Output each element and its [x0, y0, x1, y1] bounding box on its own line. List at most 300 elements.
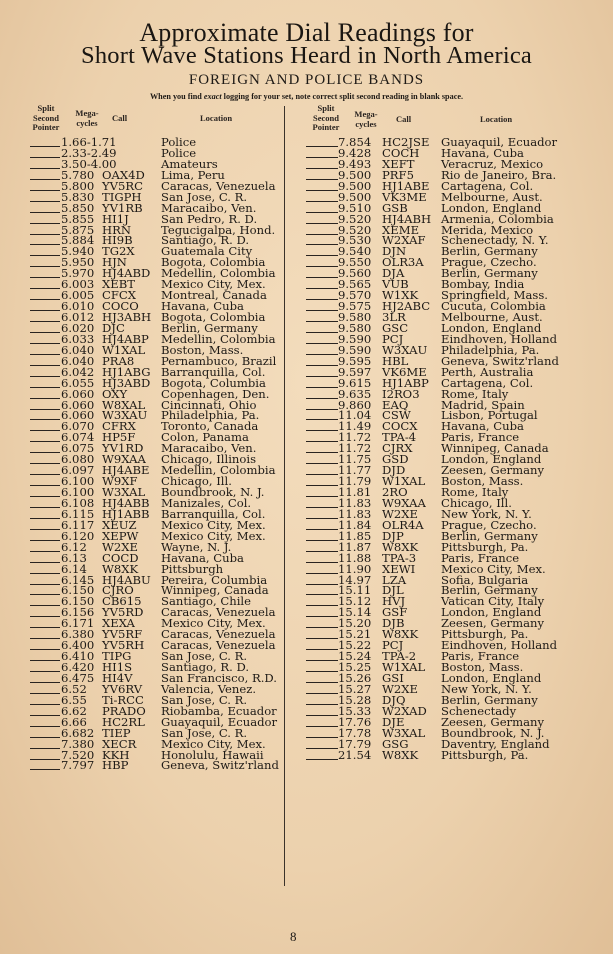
- pointer-blank-field[interactable]: [306, 203, 338, 213]
- station-location: Bogota, Colombia: [161, 255, 266, 270]
- pointer-blank-field[interactable]: [306, 170, 338, 180]
- station-megacycles: 9.500: [338, 178, 372, 193]
- pointer-blank-field[interactable]: [306, 159, 338, 169]
- pointer-blank-field[interactable]: [306, 498, 338, 508]
- station-megacycles: 15.24: [338, 649, 372, 664]
- station-call: W1XAL: [382, 660, 426, 674]
- station-megacycles: 5.855: [61, 211, 95, 226]
- station-megacycles: 9.530: [338, 233, 372, 248]
- station-location: Cartagena, Col.: [441, 178, 534, 193]
- station-location: Tegucigalpa, Hond.: [161, 222, 276, 237]
- header-call: Call: [396, 114, 412, 124]
- instruction-note: When you find exact logging for your set, note correct split second reading in blank space.: [149, 92, 464, 101]
- pointer-blank-field[interactable]: [306, 695, 338, 705]
- station-location: Barranquilla, Col.: [161, 364, 266, 379]
- station-megacycles: 17.79: [338, 736, 372, 751]
- station-call: COCX: [382, 419, 418, 434]
- pointer-blank-field[interactable]: [306, 301, 338, 311]
- station-megacycles: 11.83: [338, 495, 372, 510]
- pointer-blank-field[interactable]: [306, 148, 338, 158]
- station-megacycles: 6.150: [61, 583, 95, 598]
- station-megacycles: 14.97: [338, 572, 372, 587]
- pointer-blank-field[interactable]: [306, 564, 338, 574]
- pointer-blank-field[interactable]: [306, 290, 338, 300]
- pointer-blank-field[interactable]: [30, 728, 60, 738]
- station-location: Medellin, Colombia: [161, 463, 276, 478]
- pointer-blank-field[interactable]: [306, 312, 338, 322]
- station-call: COCH: [382, 145, 420, 160]
- pointer-blank-field[interactable]: [306, 235, 338, 245]
- station-call: PCJ: [382, 331, 404, 346]
- station-call: DJE: [382, 714, 405, 729]
- station-megacycles: 9.550: [338, 255, 372, 270]
- pointer-blank-field[interactable]: [306, 400, 338, 410]
- station-location: Mexico City, Mex.: [161, 517, 266, 532]
- station-call: GSF: [382, 605, 408, 620]
- station-call: GSG: [382, 736, 409, 751]
- pointer-blank-field[interactable]: [30, 695, 60, 705]
- station-megacycles: 17.76: [338, 714, 372, 729]
- station-call: HJ2ABC: [382, 299, 431, 314]
- station-megacycles: 6.055: [61, 375, 95, 390]
- pointer-blank-field[interactable]: [30, 673, 60, 683]
- pointer-blank-field[interactable]: [306, 629, 338, 639]
- pointer-blank-field[interactable]: [30, 443, 60, 453]
- pointer-blank-field[interactable]: [30, 432, 60, 442]
- station-megacycles: 7.797: [61, 758, 95, 773]
- pointer-blank-field[interactable]: [306, 279, 338, 289]
- station-megacycles: 15.11: [338, 583, 372, 598]
- pointer-blank-field[interactable]: [306, 137, 338, 147]
- station-call: YV1RB: [102, 200, 143, 215]
- station-call: W8XK: [382, 627, 419, 642]
- station-location: Riobamba, Ecuador: [161, 703, 277, 718]
- pointer-blank-field[interactable]: [306, 334, 338, 344]
- station-location: Zeesen, Germany: [441, 616, 545, 631]
- station-location: Prague, Czecho.: [441, 517, 537, 532]
- station-megacycles: 11.75: [338, 452, 372, 467]
- station-call: W9XF: [102, 474, 138, 489]
- station-call: YV5RH: [102, 638, 145, 653]
- pointer-blank-field[interactable]: [306, 706, 338, 716]
- station-megacycles: 5.940: [61, 244, 95, 259]
- station-megacycles: 9.560: [338, 266, 372, 281]
- station-megacycles: 11.85: [338, 528, 372, 543]
- pointer-blank-field[interactable]: [306, 575, 338, 585]
- station-megacycles: 9.540: [338, 244, 372, 259]
- station-location: Boundbrook, N. J.: [441, 725, 545, 740]
- station-location: Paris, France: [441, 649, 520, 664]
- pointer-blank-field[interactable]: [306, 181, 338, 191]
- header-call: Call: [112, 113, 128, 123]
- station-megacycles: 21.54: [338, 747, 372, 762]
- station-location: Chicago, Illinois: [161, 452, 257, 467]
- station-call: YV5RF: [102, 627, 143, 642]
- station-location: Lisbon, Portugal: [441, 408, 538, 423]
- station-call: DJN: [382, 244, 407, 259]
- header-pointer: Split Second Pointer: [312, 103, 340, 132]
- station-location: New York, N. Y.: [441, 506, 532, 521]
- station-call: W3XAU: [382, 342, 428, 357]
- station-megacycles: 6.400: [61, 638, 95, 653]
- station-location: Montreal, Canada: [161, 288, 267, 303]
- pointer-blank-field[interactable]: [30, 739, 60, 749]
- pointer-blank-field[interactable]: [306, 378, 338, 388]
- pointer-blank-field[interactable]: [30, 410, 60, 420]
- pointer-blank-field[interactable]: [30, 487, 60, 497]
- station-location: Perth, Australia: [441, 364, 534, 379]
- pointer-blank-field[interactable]: [30, 400, 60, 410]
- pointer-blank-field[interactable]: [306, 728, 338, 738]
- pointer-blank-field[interactable]: [306, 323, 338, 333]
- station-location: Bogota, Colombia: [161, 310, 266, 324]
- station-location: Amateurs: [161, 156, 218, 171]
- station-location: San Francisco, R.D.: [161, 670, 277, 685]
- station-megacycles: 5.950: [61, 255, 95, 270]
- station-location: Police: [161, 145, 197, 160]
- station-location: Philadelphia, Pa.: [441, 342, 540, 357]
- station-megacycles: 6.420: [61, 660, 95, 674]
- station-location: Winnipeg, Canada: [441, 441, 549, 456]
- station-megacycles: 5.875: [61, 222, 95, 237]
- station-location: Mexico City, Mex.: [161, 736, 266, 751]
- station-call: DJD: [382, 463, 406, 478]
- pointer-blank-field[interactable]: [30, 367, 60, 377]
- pointer-blank-field[interactable]: [306, 432, 338, 442]
- station-megacycles: 11.90: [338, 561, 372, 576]
- station-megacycles: 5.970: [61, 266, 95, 281]
- pointer-blank-field[interactable]: [30, 257, 60, 267]
- station-call: COCD: [102, 550, 139, 565]
- pointer-blank-field[interactable]: [306, 684, 338, 694]
- station-call: W2XAF: [382, 233, 426, 248]
- pointer-blank-field[interactable]: [30, 760, 60, 770]
- pointer-blank-field[interactable]: [306, 356, 338, 366]
- station-location: Boston, Mass.: [161, 342, 244, 357]
- pointer-blank-field[interactable]: [30, 684, 60, 694]
- station-location: Havana, Cuba: [441, 419, 524, 434]
- station-call: DJL: [382, 583, 404, 598]
- station-megacycles: 6.475: [61, 670, 95, 685]
- pointer-blank-field[interactable]: [30, 279, 60, 289]
- station-location: Zeesen, Germany: [441, 714, 545, 729]
- pointer-blank-field[interactable]: [30, 629, 60, 639]
- station-call: XECR: [102, 736, 137, 751]
- station-location: Santiago, R. D.: [161, 660, 250, 674]
- station-call: I2RO3: [382, 386, 420, 401]
- station-call: W3XAL: [102, 485, 146, 499]
- station-megacycles: 9.590: [338, 331, 372, 346]
- station-call: W3XAL: [382, 725, 426, 740]
- station-location: Geneva, Switz'rland: [161, 758, 279, 773]
- pointer-blank-field[interactable]: [30, 575, 60, 585]
- station-call: PRF5: [382, 167, 414, 182]
- station-call: HJ3ABH: [102, 310, 152, 324]
- station-call: PCJ: [382, 638, 404, 653]
- station-location: Caracas, Venezuela: [161, 605, 276, 620]
- pointer-blank-field[interactable]: [30, 498, 60, 508]
- station-megacycles: 6.145: [61, 572, 95, 587]
- station-megacycles: 9.493: [338, 156, 372, 171]
- station-call: HI1J: [102, 211, 129, 226]
- station-megacycles: 6.150: [61, 594, 95, 609]
- station-location: Guayaquil, Ecuador: [161, 714, 278, 729]
- pointer-blank-field[interactable]: [306, 476, 338, 486]
- pointer-blank-field[interactable]: [306, 739, 338, 749]
- pointer-blank-field[interactable]: [30, 214, 60, 224]
- header-location: Location: [200, 113, 233, 123]
- station-megacycles: 6.52: [61, 681, 87, 696]
- pointer-blank-field[interactable]: [30, 750, 60, 760]
- station-call: CFCX: [102, 288, 137, 303]
- station-megacycles: 6.010: [61, 299, 95, 314]
- pointer-blank-field[interactable]: [30, 192, 60, 202]
- station-call: GSI: [382, 670, 404, 685]
- pointer-blank-field[interactable]: [306, 443, 338, 453]
- pointer-blank-field[interactable]: [30, 159, 60, 169]
- pointer-blank-field[interactable]: [30, 301, 60, 311]
- station-call: CJRO: [102, 583, 134, 598]
- pointer-blank-field[interactable]: [306, 345, 338, 355]
- station-location: Melbourne, Aust.: [441, 310, 543, 324]
- station-megacycles: 9.597: [338, 364, 372, 379]
- station-location: Springfield, Mass.: [441, 288, 548, 303]
- pointer-blank-field[interactable]: [30, 542, 60, 552]
- station-call: DJB: [382, 616, 405, 631]
- pointer-blank-field[interactable]: [30, 618, 60, 628]
- pointer-blank-field[interactable]: [30, 531, 60, 541]
- station-location: Pittsburgh, Pa.: [441, 747, 529, 762]
- station-location: Bombay, India: [441, 277, 525, 292]
- pointer-blank-field[interactable]: [306, 214, 338, 224]
- pointer-blank-field[interactable]: [306, 225, 338, 235]
- station-call: HJ1ABG: [102, 364, 151, 379]
- station-call: PRA8: [102, 353, 135, 368]
- station-location: London, England: [441, 605, 542, 620]
- station-location: Santiago, Chile: [161, 594, 251, 609]
- station-call: XEFT: [382, 156, 415, 171]
- pointer-blank-field[interactable]: [30, 596, 60, 606]
- pointer-blank-field[interactable]: [30, 564, 60, 574]
- page-title: Approximate Dial Readings for: [139, 18, 474, 47]
- pointer-blank-field[interactable]: [306, 246, 338, 256]
- station-location: Rome, Italy: [441, 386, 509, 401]
- pointer-blank-field[interactable]: [30, 170, 60, 180]
- station-location: San Jose, C. R.: [161, 692, 248, 707]
- station-call: HBP: [102, 758, 129, 773]
- station-megacycles: 9.590: [338, 342, 372, 357]
- pointer-blank-field[interactable]: [30, 651, 60, 661]
- pointer-blank-field[interactable]: [306, 607, 338, 617]
- pointer-blank-field[interactable]: [306, 640, 338, 650]
- station-megacycles: 6.115: [61, 506, 95, 521]
- station-megacycles: 6.012: [61, 310, 95, 324]
- station-location: Berlin, Germany: [441, 583, 538, 598]
- station-location: Paris, France: [441, 550, 520, 565]
- station-location: Medellin, Colombia: [161, 266, 276, 281]
- pointer-blank-field[interactable]: [306, 596, 338, 606]
- header-megacycles: Mega- cycles: [354, 109, 378, 129]
- station-location: Boston, Mass.: [441, 660, 524, 674]
- station-location: Chicago, Ill.: [161, 474, 232, 489]
- station-megacycles: 6.380: [61, 627, 95, 642]
- station-location: Mexico City, Mex.: [161, 277, 266, 292]
- pointer-blank-field[interactable]: [306, 465, 338, 475]
- station-call: CFRX: [102, 419, 136, 434]
- station-call: HJ1ABB: [102, 506, 150, 521]
- column-divider: [284, 106, 285, 886]
- pointer-blank-field[interactable]: [30, 465, 60, 475]
- station-location: Manizales, Col.: [161, 495, 252, 510]
- pointer-blank-field[interactable]: [30, 181, 60, 191]
- pointer-blank-field[interactable]: [30, 607, 60, 617]
- station-call: EAQ: [382, 397, 409, 412]
- station-location: Caracas, Venezuela: [161, 178, 276, 193]
- pointer-blank-field[interactable]: [306, 389, 338, 399]
- pointer-blank-field[interactable]: [306, 750, 338, 760]
- header-megacycles: Mega- cycles: [75, 108, 99, 128]
- pointer-blank-field[interactable]: [306, 553, 338, 563]
- pointer-blank-field[interactable]: [30, 137, 60, 147]
- station-location: Eindhoven, Holland: [441, 638, 558, 653]
- station-location: Armenia, Colombia: [441, 211, 554, 226]
- pointer-blank-field[interactable]: [30, 225, 60, 235]
- station-call: TG2X: [102, 244, 135, 259]
- station-megacycles: 9.635: [338, 386, 372, 401]
- station-megacycles: 15.12: [338, 594, 372, 609]
- station-location: Berlin, Germany: [441, 528, 538, 543]
- pointer-blank-field[interactable]: [30, 717, 60, 727]
- station-call: HI9B: [102, 233, 133, 248]
- pointer-blank-field[interactable]: [306, 662, 338, 672]
- pointer-blank-field[interactable]: [30, 706, 60, 716]
- station-call: HC2RL: [102, 714, 145, 729]
- station-megacycles: 9.595: [338, 353, 372, 368]
- station-location: Berlin, Germany: [441, 266, 538, 281]
- station-location: Copenhagen, Den.: [161, 386, 270, 401]
- pointer-blank-field[interactable]: [30, 421, 60, 431]
- pointer-blank-field[interactable]: [30, 356, 60, 366]
- pointer-blank-field[interactable]: [30, 345, 60, 355]
- pointer-blank-field[interactable]: [306, 618, 338, 628]
- station-call: KKH: [102, 747, 130, 762]
- station-call: GSC: [382, 320, 409, 335]
- pointer-blank-field[interactable]: [30, 662, 60, 672]
- station-call: XEBT: [102, 277, 135, 292]
- pointer-blank-field[interactable]: [30, 476, 60, 486]
- pointer-blank-field[interactable]: [306, 268, 338, 278]
- pointer-blank-field[interactable]: [30, 323, 60, 333]
- station-megacycles: 9.580: [338, 310, 372, 324]
- station-location: Havana, Cuba: [441, 145, 524, 160]
- pointer-blank-field[interactable]: [30, 520, 60, 530]
- station-call: 2RO: [382, 485, 408, 499]
- pointer-blank-field[interactable]: [306, 410, 338, 420]
- station-megacycles: 6.55: [61, 692, 87, 707]
- pointer-blank-field[interactable]: [306, 520, 338, 530]
- pointer-blank-field[interactable]: [30, 334, 60, 344]
- pointer-blank-field[interactable]: [30, 553, 60, 563]
- pointer-blank-field[interactable]: [306, 542, 338, 552]
- station-call: HJ4ABD: [102, 266, 151, 281]
- station-megacycles: 6.120: [61, 528, 95, 543]
- station-call: W1XK: [382, 288, 419, 303]
- station-location: Boston, Mass.: [441, 474, 524, 489]
- station-location: Geneva, Switz'rland: [441, 353, 559, 368]
- pointer-blank-field[interactable]: [30, 203, 60, 213]
- station-megacycles: 15.21: [338, 627, 372, 642]
- pointer-blank-field[interactable]: [306, 531, 338, 541]
- pointer-blank-field[interactable]: [30, 389, 60, 399]
- station-call: HP5F: [102, 430, 136, 445]
- station-call: HJ4ABP: [102, 331, 149, 346]
- pointer-blank-field[interactable]: [30, 585, 60, 595]
- station-location: Medellin, Colombia: [161, 331, 276, 346]
- station-megacycles: 6.060: [61, 397, 95, 412]
- pointer-blank-field[interactable]: [306, 192, 338, 202]
- pointer-blank-field[interactable]: [30, 640, 60, 650]
- pointer-blank-field[interactable]: [306, 651, 338, 661]
- pointer-blank-field[interactable]: [30, 454, 60, 464]
- station-call: W1XAL: [102, 342, 146, 357]
- station-location: Pittsburgh: [161, 561, 224, 576]
- station-call: OAX4D: [102, 167, 145, 182]
- station-call: DJP: [382, 528, 404, 543]
- pointer-blank-field[interactable]: [30, 235, 60, 245]
- station-location: Madrid, Spain: [441, 397, 525, 412]
- station-megacycles: 11.83: [338, 506, 372, 521]
- pointer-blank-field[interactable]: [30, 148, 60, 158]
- station-location: Berlin, Germany: [441, 692, 538, 707]
- station-megacycles: 15.14: [338, 605, 372, 620]
- station-call: Ti-RCC: [102, 692, 144, 707]
- pointer-blank-field[interactable]: [30, 290, 60, 300]
- pointer-blank-field[interactable]: [306, 367, 338, 377]
- station-megacycles: 6.005: [61, 288, 95, 303]
- station-location: Toronto, Canada: [161, 419, 259, 434]
- station-megacycles: 11.49: [338, 419, 372, 434]
- pointer-blank-field[interactable]: [306, 509, 338, 519]
- station-megacycles: 9.570: [338, 288, 372, 303]
- station-call: HRN: [102, 222, 131, 237]
- station-megacycles: 15.25: [338, 660, 372, 674]
- pointer-blank-field[interactable]: [306, 673, 338, 683]
- section-subtitle: FOREIGN AND POLICE BANDS: [188, 72, 425, 88]
- pointer-blank-field[interactable]: [30, 378, 60, 388]
- station-location: Colon, Panama: [161, 430, 249, 445]
- pointer-blank-field[interactable]: [306, 421, 338, 431]
- station-location: Havana, Cuba: [161, 299, 244, 314]
- pointer-blank-field[interactable]: [30, 246, 60, 256]
- pointer-blank-field[interactable]: [30, 312, 60, 322]
- station-call: W2XE: [382, 506, 419, 521]
- pointer-blank-field[interactable]: [306, 585, 338, 595]
- pointer-blank-field[interactable]: [30, 268, 60, 278]
- station-megacycles: 2.33-2.49: [61, 145, 117, 160]
- station-location: Melbourne, Aust.: [441, 189, 543, 204]
- station-call: W3XAU: [102, 408, 148, 423]
- pointer-blank-field[interactable]: [306, 717, 338, 727]
- pointer-blank-field[interactable]: [306, 487, 338, 497]
- pointer-blank-field[interactable]: [30, 509, 60, 519]
- pointer-blank-field[interactable]: [306, 257, 338, 267]
- station-megacycles: 9.860: [338, 397, 372, 412]
- station-megacycles: 6.020: [61, 320, 95, 335]
- station-call: W8XAL: [102, 397, 146, 412]
- station-location: Schenectady: [441, 703, 517, 718]
- page-number: 8: [290, 929, 297, 944]
- pointer-blank-field[interactable]: [306, 454, 338, 464]
